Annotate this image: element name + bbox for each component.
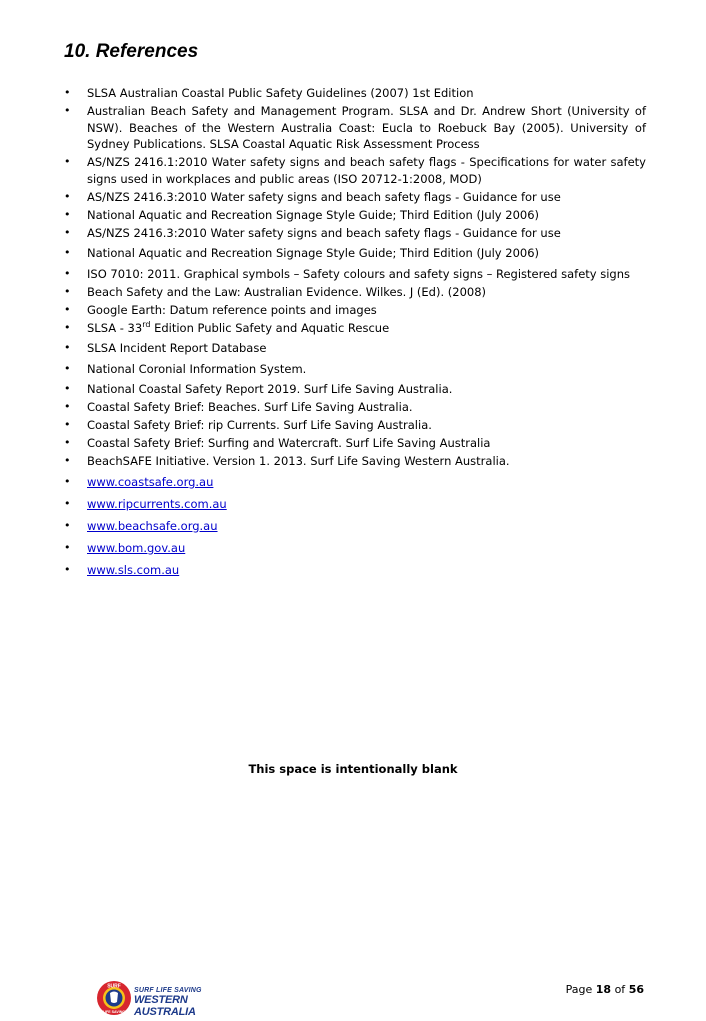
bullet-icon: • [64,225,71,239]
link-item [64,518,646,535]
bullet-icon: • [64,474,71,488]
bullet-icon: • [64,382,71,395]
bullet-icon: • [64,496,71,510]
bullet-icon: • [64,418,71,431]
reference-item [64,320,646,337]
link-item [64,540,646,557]
bullet-icon: • [64,266,71,280]
logo-line2: WESTERN AUSTRALIA [134,994,196,1018]
reference-item [64,417,646,434]
reference-text: Coastal Safety Brief: Beaches. Surf Life Saving Australia. [87,400,413,414]
reference-item [64,225,646,242]
reference-text: Coastal Safety Brief: Surfing and Watercraft. Surf Life Saving Australia [87,436,491,450]
link-item [64,496,646,513]
bullet-icon: • [64,518,71,532]
bullet-icon: • [64,189,71,203]
bom-link[interactable]: www.bom.gov.au [87,540,186,555]
reference-text-part: SLSA - 33 [87,320,143,335]
bullet-icon: • [64,400,71,413]
page-current: 18 [595,983,612,996]
bullet-icon: • [64,436,71,449]
reference-text-part: Edition Public Safety and Aquatic Rescue [150,320,390,335]
slswa-logo [96,980,246,1016]
bullet-icon: • [64,361,71,375]
reference-text: National Coronial Information System. [87,361,307,376]
reference-text: ISO 7010: 2011. Graphical symbols – Safety colours and safety signs – Registered safety signs [87,266,631,281]
page-total: 56 [628,983,644,996]
reference-text: National Aquatic and Recreation Signage Style Guide; Third Edition (July 2006) [87,207,540,222]
coastsafe-link[interactable]: www.coastsafe.org.au [87,474,214,489]
link-item [64,474,646,491]
page-of: of [614,983,626,996]
bullet-icon: • [64,104,71,117]
reference-text: SLSA Australian Coastal Public Safety Guidelines (2007) 1st Edition [87,86,474,100]
reference-text: BeachSAFE Initiative. Version 1. 2013. Surf Life Saving Western Australia. [87,454,510,468]
reference-item [64,399,646,416]
reference-item [64,245,646,262]
section-heading: 10. References [64,41,199,62]
reference-text: SLSA Incident Report Database [87,341,267,355]
reference-item [64,435,646,452]
reference-item [64,103,646,153]
page-label: Page [565,983,593,996]
reference-item [64,266,646,283]
reference-text: Coastal Safety Brief: rip Currents. Surf Life Saving Australia. [87,418,432,432]
reference-text [87,321,389,335]
bullet-icon: • [64,562,71,576]
ripcurrents-link[interactable]: www.ripcurrents.com.au [87,496,227,511]
reference-item [64,189,646,206]
badge-bottom-text: LIFE SAVING [102,1010,126,1014]
lifesaver-badge-icon [96,980,132,1016]
bullet-icon: • [64,155,71,168]
reference-item [64,381,646,398]
reference-item [64,453,646,470]
reference-item [64,302,646,319]
bullet-icon: • [64,341,71,354]
reference-text: National Aquatic and Recreation Signage Style Guide; Third Edition (July 2006) [87,246,540,260]
reference-text: AS/NZS 2416.1:2010 Water safety signs and beach safety flags - Specifications for water safety signs used in workplaces and public areas (ISO 20712-1:2008, MOD) [87,155,646,186]
reference-text: Google Earth: Datum reference points and images [87,302,377,317]
reference-item [64,284,646,301]
logo-wordmark [134,987,246,1018]
bullet-icon: • [64,284,71,298]
beachsafe-link[interactable]: www.beachsafe.org.au [87,518,218,533]
bullet-icon: • [64,302,71,316]
intentionally-blank-note: This space is intentionally blank [248,762,458,776]
bullet-icon: • [64,86,71,99]
reference-text: AS/NZS 2416.3:2010 Water safety signs and beach safety flags - Guidance for use [87,225,561,240]
reference-text: AS/NZS 2416.3:2010 Water safety signs and beach safety flags - Guidance for use [87,189,561,204]
bullet-icon: • [64,246,71,259]
reference-item [64,340,646,357]
reference-item [64,207,646,224]
reference-text: Beach Safety and the Law: Australian Evidence. Wilkes. J (Ed). (2008) [87,284,487,299]
bullet-icon: • [64,320,71,334]
reference-item [64,154,646,187]
reference-text: Australian Beach Safety and Management Program. SLSA and Dr. Andrew Short (University of NSW). Beaches of the Western Australia Coast: Eucla to Roebuck Bay (2005). University of Sydney Publications. SLSA Coastal Aquatic Risk Assessment Process [87,104,646,151]
superscript: rd [142,319,151,329]
page-number [566,983,644,996]
bullet-icon: • [64,207,71,221]
reference-item [64,85,646,102]
link-item [64,562,646,579]
reference-text: National Coastal Safety Report 2019. Surf Life Saving Australia. [87,382,453,396]
badge-top-text: SURF [107,983,121,990]
sls-link[interactable]: www.sls.com.au [87,562,180,577]
bullet-icon: • [64,454,71,467]
logo-line1: SURF LIFE SAVING [134,987,202,994]
reference-item [64,361,646,378]
reference-list [64,85,646,584]
bullet-icon: • [64,540,71,554]
